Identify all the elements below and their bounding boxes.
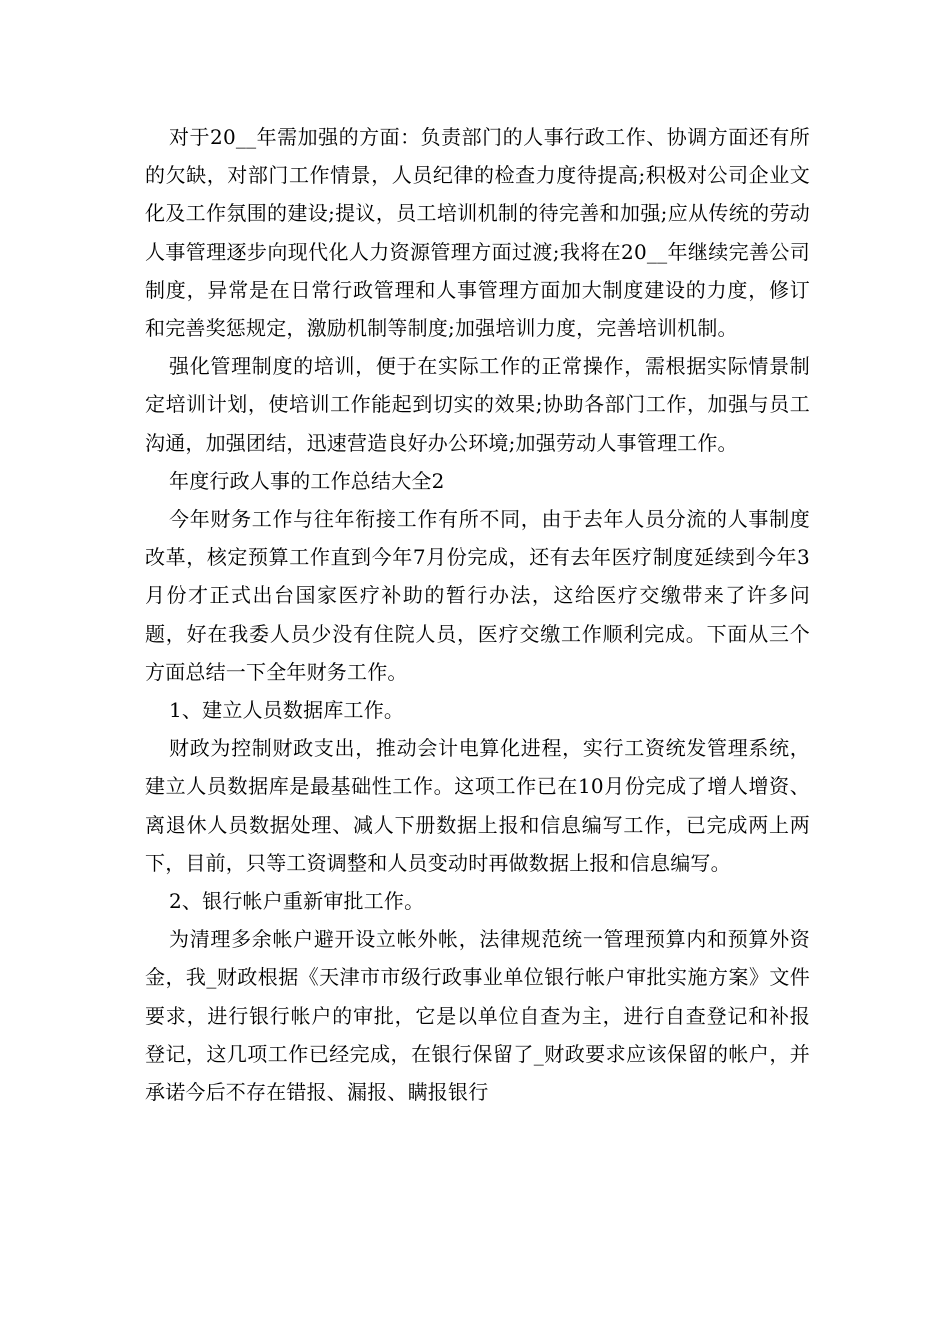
section-heading-summary-2: 年度行政人事的工作总结大全2: [169, 468, 445, 493]
document-body: [145, 118, 810, 1111]
section-heading-personnel-database: 1、建立人员数据库工作。: [169, 698, 405, 723]
paragraph-finance-overview: 今年财务工作与往年衔接工作有所不同，由于去年人员分流的人事制度改革，核定预算工作直到今年7月份完成，还有去年医疗制度延续到今年3月份才正式出台国家医疗补助的暂行办法，这给医疗交缴带来了许多问题，好在我委人员少没有住院人员，医疗交缴工作顺利完成。下面从三个方面总结一下全年财务工作。: [145, 507, 810, 684]
paragraph-training-management: 强化管理制度的培训，便于在实际工作的正常操作，需根据实际情景制定培训计划，使培训工作能起到切实的效果;协助各部门工作，加强与员工沟通，加强团结，迅速营造良好办公环境;加强劳动人事管理工作。: [145, 354, 810, 455]
paragraph-personnel-database: 财政为控制财政支出，推动会计电算化进程，实行工资统发管理系统，建立人员数据库是最基础性工作。这项工作已在10月份完成了增人增资、离退休人员数据处理、减人下册数据上报和信息编写工作，已完成两上两下，目前，只等工资调整和人员变动时再做数据上报和信息编写。: [145, 736, 810, 875]
paragraph-bank-account-review: 为清理多余帐户避开设立帐外帐，法律规范统一管理预算内和预算外资金，我_财政根据《天津市市级行政事业单位银行帐户审批实施方案》文件要求，进行银行帐户的审批，它是以单位自查为主，进行自查登记和补报登记，这几项工作已经完成，在银行保留了_财政要求应该保留的帐户，并承诺今后不存在错报、漏报、瞒报银行: [145, 927, 810, 1105]
paragraph-2024-improvements: 对于20__年需加强的方面：负责部门的人事行政工作、协调方面还有所的欠缺，对部门工作情景，人员纪律的检查力度待提高;积极对公司企业文化及工作氛围的建设;提议，员工培训机制的待完善和加强;应从传统的劳动人事管理逐步向现代化人力资源管理方面过渡;我将在20__年继续完善公司制度，异常是在日常行政管理和人事管理方面加大制度建设的力度，修订和完善奖惩规定，激励机制等制度;加强培训力度，完善培训机制。: [145, 125, 810, 341]
section-heading-bank-account-review: 2、银行帐户重新审批工作。: [169, 889, 425, 914]
